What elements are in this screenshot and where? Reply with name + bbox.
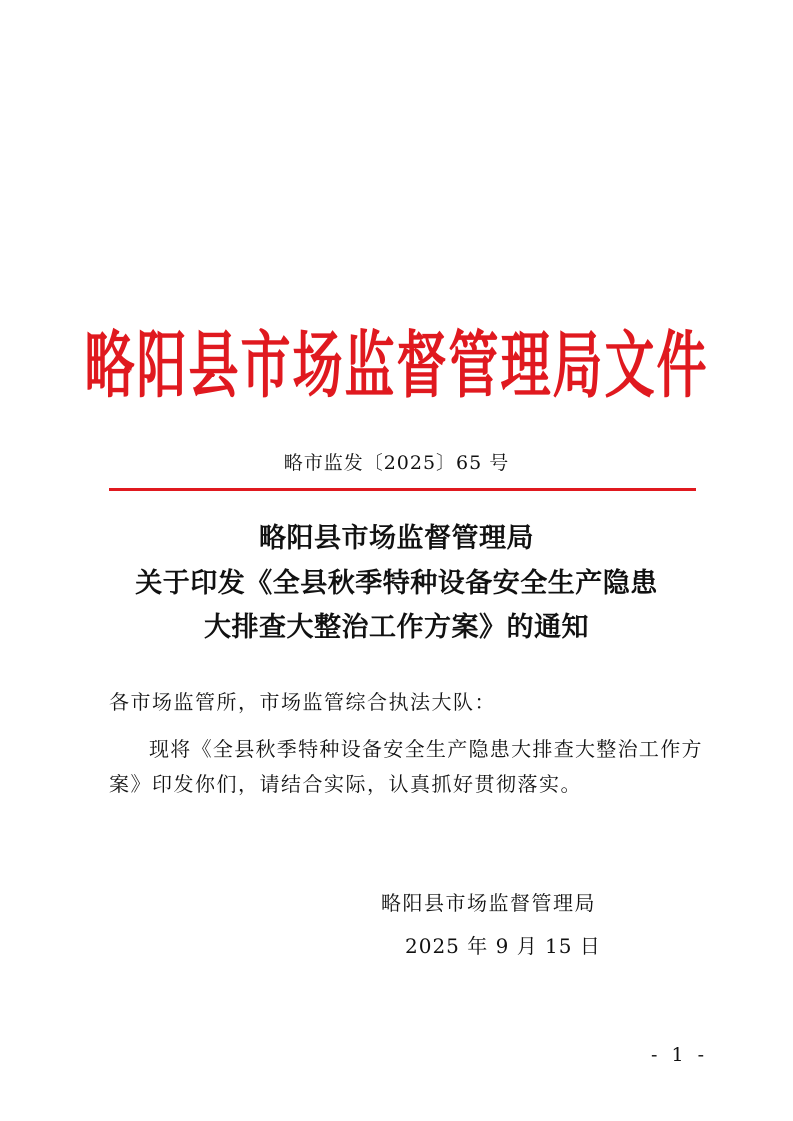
- notice-title-line-2: 关于印发《全县秋季特种设备安全生产隐患: [135, 568, 658, 599]
- masthead-title: 略阳县市场监督管理局文件: [84, 322, 709, 409]
- red-separator-line: [109, 488, 696, 491]
- salutation: 各市场监管所，市场监管综合执法大队：: [109, 690, 496, 714]
- body-paragraph-line-1: 现将《全县秋季特种设备安全生产隐患大排查大整治工作方: [149, 737, 703, 761]
- document-number: 略市监发〔2025〕65 号: [283, 452, 510, 474]
- notice-title-line-1: 略阳县市场监督管理局: [259, 523, 534, 554]
- issue-date: 2025 年 9 月 15 日: [405, 934, 601, 958]
- page-number: - 1 -: [651, 1044, 709, 1066]
- notice-title-line-3: 大排查大整治工作方案》的通知: [204, 612, 589, 643]
- body-paragraph-line-2: 案》印发你们，请结合实际，认真抓好贯彻落实。: [109, 772, 582, 796]
- issuing-authority: 略阳县市场监督管理局: [381, 891, 596, 915]
